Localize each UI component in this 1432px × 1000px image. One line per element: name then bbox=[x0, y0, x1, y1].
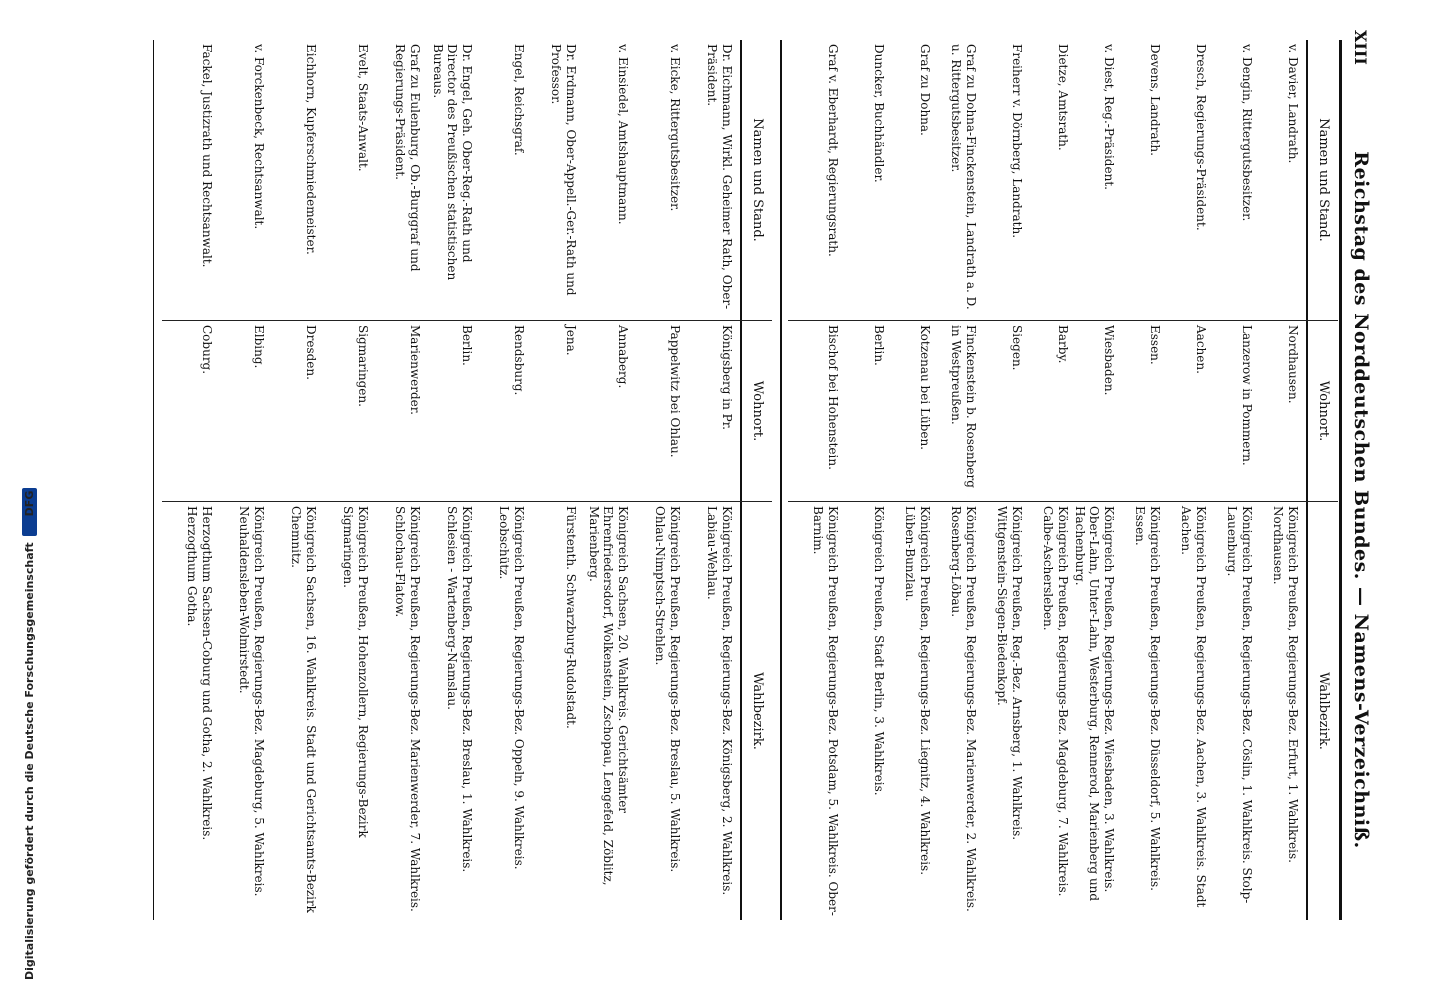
right-half-table bbox=[162, 40, 772, 920]
member-district: Königreich Preußen, Regierungs-Bez. Magdeburg, 5. Wahlkreis. Neuhaldensleben-Wolmirstedt. bbox=[237, 506, 266, 897]
member-district: Königreich Preußen, Regierungs-Bez. Erfurt, 1. Wahlkreis. Nordhausen. bbox=[1271, 506, 1300, 863]
page-title: Reichstag des Norddeutschen Bundes. — Namens-Verzeichniß. bbox=[1350, 151, 1372, 849]
member-residence: Siegen. bbox=[1010, 325, 1024, 371]
page-header bbox=[1346, 20, 1374, 980]
member-district: Königreich Preußen, Regierungs-Bez. Oppeln, 9. Wahlkreis. Leobschütz. bbox=[497, 506, 526, 870]
member-name: Evelt, Staats-Anwalt. bbox=[356, 44, 370, 172]
member-residence: Lanzerow in Pommern. bbox=[1240, 325, 1254, 466]
member-name: Dr. Engel, Geh. Ober-Reg.-Rath und Director des Preußischen statistischen Bureaus. bbox=[431, 44, 474, 281]
wohnort-column-header: Wohnort. bbox=[740, 321, 772, 501]
member-residence: Berlin. bbox=[872, 325, 886, 366]
member-district: Herzogthum Sachsen-Coburg und Gotha, 2. Wahlkreis. Herzogthum Gotha. bbox=[185, 506, 214, 841]
member-name: v. Davier, Landrath. bbox=[1286, 44, 1300, 164]
member-residence: Nordhausen. bbox=[1286, 325, 1300, 404]
member-residence: Dresden. bbox=[304, 325, 318, 380]
name-column-header: Namen und Stand. bbox=[740, 40, 772, 320]
member-residence: Barby. bbox=[1056, 325, 1070, 364]
member-district: Königreich Sachsen, 16. Wahlkreis. Stadt und Gerichtsamts-Bezirk Chemnitz. bbox=[289, 506, 318, 913]
member-residence: Wiesbaden. bbox=[1102, 325, 1116, 396]
member-name: v. Forckenbeck, Rechtsanwalt. bbox=[252, 44, 266, 230]
member-district: Königreich Preußen, Regierungs-Bez. Marienwerder, 2. Wahlkreis. Rosenberg-Löbau. bbox=[949, 506, 978, 912]
member-district: Königreich Preußen, Regierungs-Bez. Breslau, 5. Wahlkreis. Ohlau-Nimptsch-Strehlen. bbox=[653, 506, 682, 873]
member-district: Königreich Preußen, Regierungs-Bez. Wiesbaden, 3. Wahlkreis. Ober-Lahn, Unter-Lahn, Westerburg, Rennerod, Marienberg und Hachenburg. bbox=[1073, 506, 1116, 902]
member-district: Fürstenth. Schwarzburg-Rudolstadt. bbox=[564, 506, 578, 729]
wahlbezirk-column-header: Wahlbezirk. bbox=[740, 502, 772, 920]
member-residence: Essen. bbox=[1148, 325, 1162, 365]
member-name: Fackel, Justizrath und Rechtsanwalt. bbox=[200, 44, 214, 268]
member-name: Graf zu Dohna. bbox=[918, 44, 932, 136]
member-district: Königreich Preußen, Regierungs-Bez. Potsdam, 5. Wahlkreis. Ober-Barnim. bbox=[811, 506, 840, 916]
member-district: Königreich Preußen, Regierungs-Bez. Marienwerder, 7. Wahlkreis. Schlochau-Flatow. bbox=[393, 506, 422, 912]
member-name: Eichhorn, Kupferschmiedemeister. bbox=[304, 44, 318, 255]
member-name: Dresch, Regierungs-Präsident. bbox=[1194, 44, 1208, 231]
wohnort-column-header: Wohnort. bbox=[1306, 321, 1338, 501]
member-name: Freiherr v. Dörnberg, Landrath. bbox=[1010, 44, 1024, 239]
member-residence: Jena. bbox=[564, 325, 578, 356]
bottom-rule bbox=[153, 40, 154, 920]
member-residence: Coburg. bbox=[200, 325, 214, 375]
member-name: v. Dengin, Rittergutsbesitzer. bbox=[1240, 44, 1254, 222]
member-residence: Finckenstein b. Rosenberg in Westpreußen. bbox=[949, 325, 978, 488]
member-name: Graf zu Eulenburg, Ob.-Burggraf und Regierungs-Präsident. bbox=[393, 44, 422, 272]
wohnort-column bbox=[788, 321, 1338, 501]
member-district: Königreich Preußen, Reg.-Bez. Arnsberg, 1. Wahlkreis. Wittgenstein-Siegen-Biedenkopf. bbox=[995, 506, 1024, 841]
rotated-page bbox=[142, 0, 1382, 1000]
middle-rule bbox=[780, 40, 782, 920]
member-name: Dr. Erdmann, Ober-Appell.-Ger.-Rath und Professor. bbox=[549, 44, 578, 296]
member-residence: Aachen. bbox=[1194, 325, 1208, 374]
dfg-logo: DFG bbox=[22, 488, 37, 537]
top-rule bbox=[1339, 40, 1342, 920]
wohnort-column bbox=[162, 321, 772, 501]
member-name: Engel, Reichsgraf. bbox=[512, 44, 526, 156]
member-residence: Pappelwitz bei Ohlau. bbox=[668, 325, 682, 458]
name-column bbox=[788, 40, 1338, 320]
member-district: Königreich Sachsen, 20. Wahlkreis. Gerichtsämter Ehrenfriedersdorf, Wolkenstein, Zschopau, Lengefeld, Zöblitz, Marienberg. bbox=[587, 506, 630, 886]
left-half-table bbox=[788, 40, 1338, 920]
member-name: Devens, Landrath. bbox=[1148, 44, 1162, 156]
member-district: Königreich Preußen, Regierungs-Bez. Cöslin, 1. Wahlkreis. Stolp-Lauenburg. bbox=[1225, 506, 1254, 904]
member-residence: Berlin. bbox=[460, 325, 474, 366]
member-residence: Bischof bei Hohenstein. bbox=[826, 325, 840, 470]
member-name: v. Diest, Reg.-Präsident. bbox=[1102, 44, 1116, 190]
page-number: XIII bbox=[1351, 30, 1370, 65]
member-name: Dr. Eichmann, Wirkl. Geheimer Rath, Ober-Präsident. bbox=[705, 44, 734, 310]
wahlbezirk-column bbox=[162, 502, 772, 920]
member-name: Dietze, Amtsrath. bbox=[1056, 44, 1070, 151]
member-district: Königreich Preußen, Regierungs-Bez. Breslau, 1. Wahlkreis. Schlesien - Wartenberg-Namslau. bbox=[445, 506, 474, 873]
side-note bbox=[18, 0, 48, 1000]
member-residence: Königsberg in Pr. bbox=[720, 325, 734, 430]
member-residence: Rendsburg. bbox=[512, 325, 526, 396]
member-name: v. Einsiedel, Amtshauptmann. bbox=[616, 44, 630, 225]
member-district: Königreich Preußen, Stadt Berlin, 3. Wahlkreis. bbox=[872, 506, 886, 796]
member-residence: Marienwerder. bbox=[408, 325, 422, 415]
member-residence: Annaberg. bbox=[616, 325, 630, 389]
member-district: Königreich Preußen, Regierungs-Bez. Liegnitz, 4. Wahlkreis. Lüben-Bunzlau. bbox=[903, 506, 932, 876]
member-district: Königreich Preußen, Regierungs-Bez. Magdeburg, 7. Wahlkreis. Calbe-Aschersleben. bbox=[1041, 506, 1070, 897]
member-residence: Sigmaringen. bbox=[356, 325, 370, 407]
wahlbezirk-column-header: Wahlbezirk. bbox=[1306, 502, 1338, 920]
member-district: Königreich Preußen, Regierungs-Bez. Aachen, 3. Wahlkreis. Stadt Aachen. bbox=[1179, 506, 1208, 908]
member-residence: Kotzenau bei Lüben. bbox=[918, 325, 932, 450]
wahlbezirk-column bbox=[788, 502, 1338, 920]
name-column-header: Namen und Stand. bbox=[1306, 40, 1338, 320]
member-residence: Elbing. bbox=[252, 325, 266, 369]
name-column bbox=[162, 40, 772, 320]
member-name: v. Eicke, Rittergutsbesitzer. bbox=[668, 44, 682, 212]
side-note-text: Digitalisierung gefördert durch die Deutsche Forschungsgemeinschaft bbox=[23, 542, 36, 980]
member-name: Graf zu Dohna-Finckenstein, Landrath a. D. u. Rittergutsbesitzer. bbox=[949, 44, 978, 310]
member-district: Königreich Preußen, Hohenzollern, Regierungs-Bezirk Sigmaringen. bbox=[341, 506, 370, 838]
member-district: Königreich Preußen, Regierungs-Bez. Düsseldorf, 5. Wahlkreis. Essen. bbox=[1133, 506, 1162, 891]
member-district: Königreich Preußen, Regierungs-Bez. Königsberg, 2. Wahlkreis. Labiau-Wehlau. bbox=[705, 506, 734, 896]
member-name: Duncker, Buchhändler. bbox=[872, 44, 886, 183]
member-name: Graf v. Eberhardt, Regierungsrath. bbox=[826, 44, 840, 257]
